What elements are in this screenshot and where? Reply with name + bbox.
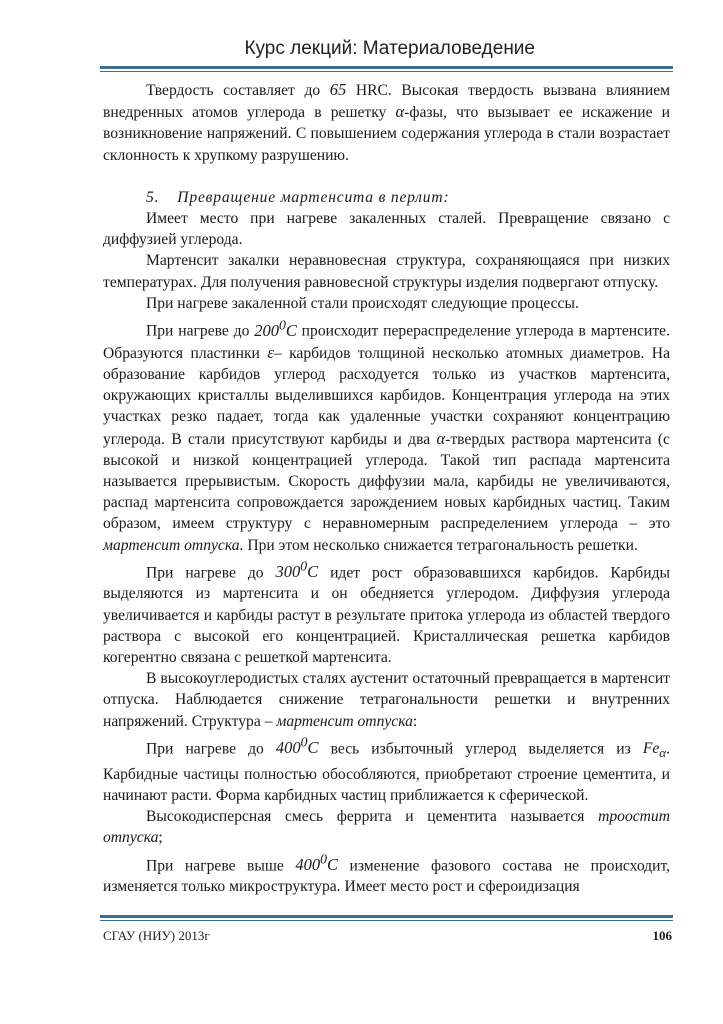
alpha-symbol: α	[395, 102, 405, 122]
temperature-400: $400^0C$	[275, 734, 319, 758]
paragraph-400c: При нагреве до $400^0C$ весь избыточный углерод выделяется из $Fe_\alpha$. Карбидные частицы полностью обособляются, приобретают строение цементита, и начинают расти. Форма карбидных частиц приближается к сферической.	[103, 734, 671, 804]
footer-publisher: СГАУ (НИУ) 2013г	[103, 928, 210, 943]
section-title: Превращение мартенсита в перлит:	[177, 188, 450, 206]
term-troostite: троостит отпуска	[103, 808, 670, 847]
footer-rule	[100, 915, 673, 921]
hardness-value: 65	[329, 80, 347, 99]
page-header-title: Курс лекций: Материаловедение	[244, 38, 535, 59]
paragraph-high-carbon: В высокоуглеродистых сталях аустенит остаточный превращается в мартенсит отпуска. Наблюдается снижение тетрагональности решетки и внутренних напряжений. Структура – мартенсит отпуска:	[103, 670, 670, 730]
alpha-symbol: α	[436, 428, 446, 448]
paragraph-troostite: Высокодисперсная смесь феррита и цементита называется троостит отпуска;	[103, 808, 670, 847]
temperature-300: $300^0C$	[275, 558, 319, 582]
fe-alpha-symbol: $Fe_\alpha$	[642, 740, 667, 761]
epsilon-symbol: ε	[267, 342, 274, 362]
term-martensite-tempering: мартенсит отпуска	[103, 536, 240, 554]
temperature-400: $400^0C$	[295, 851, 338, 875]
paragraph-martensite: Мартенсит закалки неравновесная структура, сохраняющаяся при низких температурах. Для получения равновесной структуры изделия подвергают отпуску.	[103, 252, 670, 291]
paragraph-processes: При нагреве закаленной стали происходят следующие процессы.	[146, 294, 579, 312]
page-number: 106	[652, 928, 672, 943]
page-body	[103, 79, 670, 897]
paragraph-above-400c: При нагреве выше $400^0C$ изменение фазового состава не происходит, изменяется только микроструктура. Имеет место рост и сфероидизация	[103, 851, 670, 896]
paragraph-hardness: Твердость составляет до 65 HRC. Высокая твердость вызвана влиянием внедренных атомов углерода в решетку α-фазы, что вызывает ее искажение и возникновение напряжений. С повышением содержания углерода в стали возрастает склонность к хрупкому разрушению.	[103, 80, 670, 164]
section-number: 5.	[146, 188, 160, 206]
paragraph-intro: Имеет место при нагреве закаленных сталей. Превращение связано с диффузией углерода.	[103, 210, 670, 249]
term-martensite-tempering: мартенсит отпуска	[276, 712, 413, 730]
paragraph-200c: При нагреве до $200^0C$ происходит перераспределение углерода в мартенсите. Образуются пластинки ε– карбидов толщиной несколько атомных диаметров. На образование карбидов углерод расходуется только из участков мартенсита, окружающих кристаллы выделившихся карбидов. Концентрация углерода на этих участках резко падает, тогда как удаленные участки сохраняют концентрацию углерода. В стали присутствуют карбиды и два α-твердых раствора мартенсита (с высокой и низкой концентрацией углерода. Такой тип распада мартенсита называется прерывистым. Скорость диффузии мала, карбиды не увеличиваются, распад мартенсита сопровождается зарождением новых карбидных частиц. Таким образом, имеем структуру с неравномерным распределением углерода – это мартенсит отпуска. При этом несколько снижается тетрагональность решетки.	[103, 317, 670, 554]
header-rule	[100, 66, 673, 72]
temperature-200: $200^0C$	[254, 317, 297, 340]
section-heading	[103, 187, 670, 208]
paragraph-300c: При нагреве до $300^0C$ идет рост образовавшихся карбидов. Карбиды выделяются из мартенсита и он обедняется углеродом. Диффузия углерода увеличивается и карбиды растут в результате притока углерода из областей твердого раствора с высокой его концентрацией. Кристаллическая решетка карбидов когерентно связана с решеткой мартенсита.	[103, 558, 670, 667]
